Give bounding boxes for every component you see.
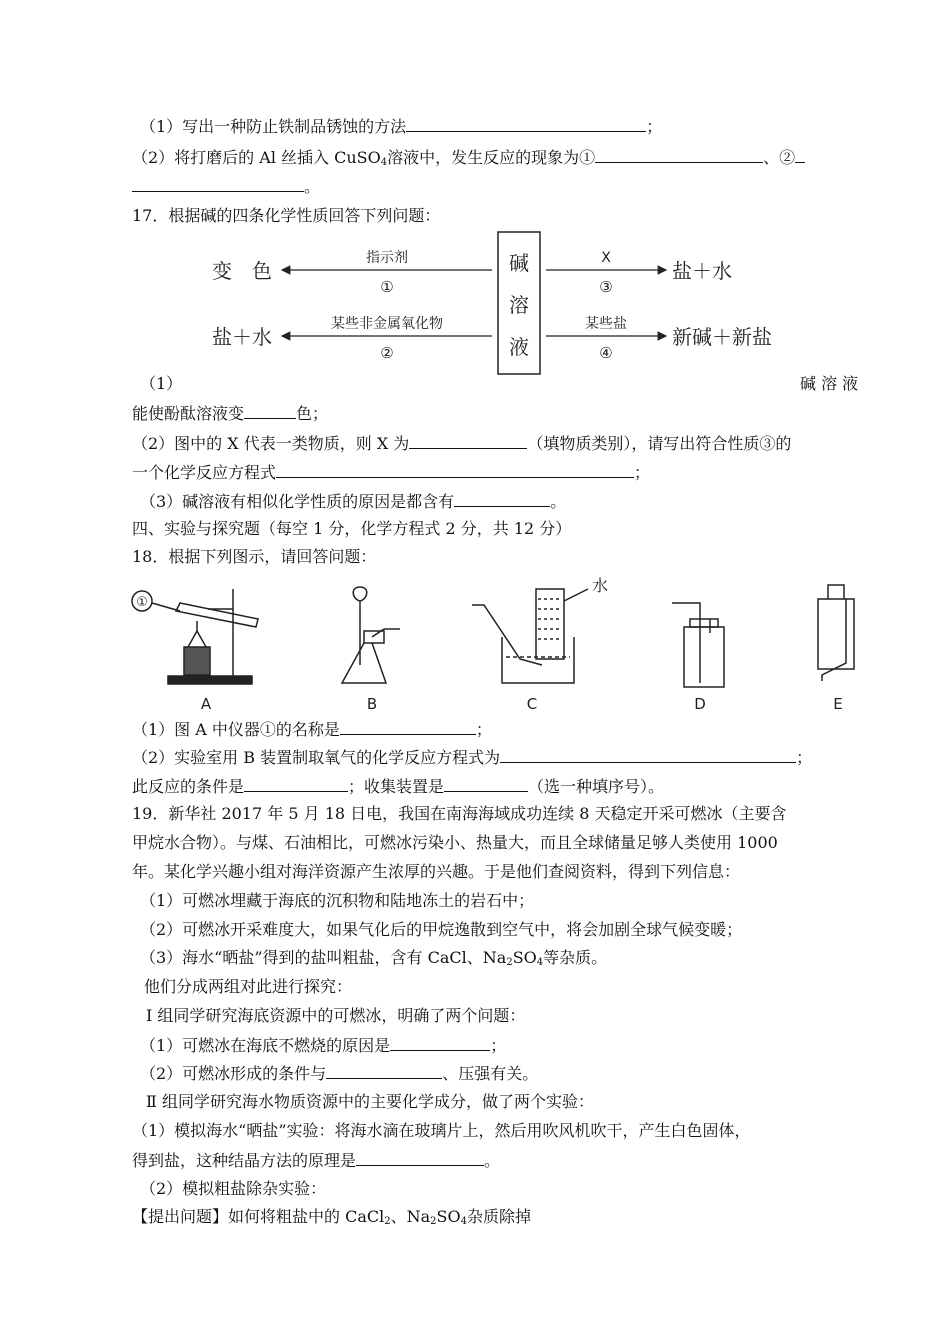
- apparatus-e: [818, 585, 854, 681]
- q19-question-heading: 【提出问题】如何将粗盐中的 CaCl$_2$、$Na_2SO_4$杂质除掉: [132, 1207, 531, 1227]
- apparatus-label: C: [526, 695, 538, 713]
- arrow-2-number: ②: [380, 344, 394, 362]
- q19-group2-exp2: （2）模拟粗盐除杂实验：: [140, 1179, 327, 1198]
- water-label: 水: [592, 576, 609, 595]
- q19-group1: Ⅰ 组同学研究海底资源中的可燃冰，明确了两个问题：: [146, 1006, 526, 1025]
- answer-blank[interactable]: [340, 718, 476, 735]
- answer-blank[interactable]: [409, 432, 527, 449]
- center-char: 碱: [509, 251, 529, 275]
- apparatus-label: D: [694, 695, 706, 713]
- answer-blank[interactable]: [454, 490, 550, 507]
- answer-blank[interactable]: [244, 402, 296, 419]
- q17-part1-b: 碱 溶 液: [800, 374, 859, 393]
- q18-title: 18．根据下列图示，请回答问题：: [132, 547, 377, 566]
- q17-part3: （3）碱溶液有相似化学性质的原因是都含有 。: [140, 492, 567, 511]
- q19-group2-exp1: （1）模拟海水“晒盐”实验：将海水滴在玻璃片上，然后用吹风机吹干，产生白色固体，: [132, 1121, 751, 1140]
- q18-part1: （1）图 A 中仪器①的名称是 ；: [132, 720, 492, 739]
- q16-part2-cont: 。: [132, 175, 320, 198]
- apparatus-label: B: [366, 695, 378, 713]
- arrow-1-number: ①: [380, 278, 394, 296]
- left-top-label: 变 色: [212, 259, 272, 283]
- answer-blank[interactable]: [595, 146, 763, 163]
- apparatus-figure: [128, 575, 888, 715]
- answer-blank[interactable]: [500, 746, 796, 763]
- q19-group2: Ⅱ 组同学研究海水物质资源中的主要化学成分，做了两个实验：: [146, 1092, 594, 1111]
- answer-blank[interactable]: [132, 175, 304, 192]
- q19-group2-exp1-cont: 得到盐，这种结晶方法的原理是 。: [132, 1151, 501, 1170]
- q18-part2: （2）实验室用 B 装置制取氧气的化学反应方程式为 ；: [132, 748, 813, 767]
- left-bottom-label: 盐＋水: [212, 325, 272, 349]
- q19-group1-q1: （1）可燃冰在海底不燃烧的原因是 ；: [140, 1036, 507, 1055]
- apparatus-d: [672, 603, 724, 687]
- arrow-1-label: 指示剂: [366, 250, 408, 266]
- right-top-label: 盐＋水: [672, 259, 732, 283]
- center-char: 液: [509, 335, 529, 359]
- apparatus-b: [342, 587, 400, 683]
- answer-blank[interactable]: [444, 775, 528, 792]
- instrument-1-marker: ①: [136, 595, 148, 610]
- arrow-4-label: 某些盐: [585, 316, 627, 332]
- apparatus-a: [132, 589, 258, 684]
- q19-info2: （2）可燃冰开采难度大，如果气化后的甲烷逸散到空气中，将会加剧全球气候变暖；: [140, 920, 743, 939]
- q19-line2: 甲烷水合物）。与煤、石油相比，可燃冰污染小、热量大，而且全球储量足够人类使用 1000: [132, 833, 778, 852]
- right-bottom-label: 新碱＋新盐: [672, 325, 772, 349]
- section-4-heading: 四、实验与探究题（每空 1 分，化学方程式 2 分，共 12 分）: [132, 519, 572, 538]
- answer-blank[interactable]: [356, 1149, 484, 1166]
- apparatus-label: A: [200, 695, 212, 713]
- q19-groups-intro: 他们分成两组对此进行探究：: [144, 977, 353, 996]
- q19-line3: 年。某化学兴趣小组对海洋资源产生浓厚的兴趣。于是他们查阅资料，得到下列信息：: [132, 862, 741, 881]
- answer-blank[interactable]: [795, 146, 805, 163]
- answer-blank[interactable]: [326, 1062, 442, 1079]
- apparatus-c: [472, 589, 588, 683]
- q17-title: 17．根据碱的四条化学性质回答下列问题：: [132, 206, 441, 225]
- q16-part1: （1）写出一种防止铁制品锈蚀的方法 ；: [140, 117, 663, 136]
- q18-part3: 此反应的条件是 ；收集装置是 （选一种填序号）。: [132, 777, 665, 796]
- answer-blank[interactable]: [406, 115, 646, 132]
- q19-group1-q2: （2）可燃冰形成的条件与 、压强有关。: [140, 1064, 539, 1083]
- q19-line1: 19．新华社 2017 年 5 月 18 日电，我国在南海海域成功连续 8 天稳定开采可燃冰（主要含: [132, 804, 787, 823]
- center-char: 溶: [509, 293, 529, 317]
- apparatus-label: E: [833, 695, 843, 713]
- q17-part2-cont: 一个化学反应方程式 ；: [132, 463, 651, 482]
- q16-part2: （2）将打磨后的 Al 丝插入 CuSO$_4$溶液中，发生反应的现象为① 、②: [132, 146, 805, 174]
- q17-part1-a: （1）: [140, 374, 183, 393]
- arrow-2-label: 某些非金属氧化物: [331, 316, 443, 332]
- arrow-3-number: ③: [599, 278, 613, 296]
- q19-info3: （3）海水“晒盐”得到的盐叫粗盐，含有 CaCl、$Na_2SO_4$等杂质。: [140, 948, 608, 968]
- answer-blank[interactable]: [244, 775, 348, 792]
- answer-blank[interactable]: [390, 1034, 490, 1051]
- base-properties-diagram: [200, 230, 800, 380]
- q17-part1-c: 能使酚酞溶液变 色；: [132, 404, 329, 423]
- answer-blank[interactable]: [276, 461, 634, 478]
- arrow-3-label: X: [601, 250, 611, 266]
- arrow-4-number: ④: [599, 344, 613, 362]
- q17-part2: （2）图中的 X 代表一类物质，则 X 为 （填物质类别），请写出符合性质③的: [132, 434, 792, 453]
- q19-info1: （1）可燃冰埋藏于海底的沉积物和陆地冻土的岩石中；: [140, 891, 535, 910]
